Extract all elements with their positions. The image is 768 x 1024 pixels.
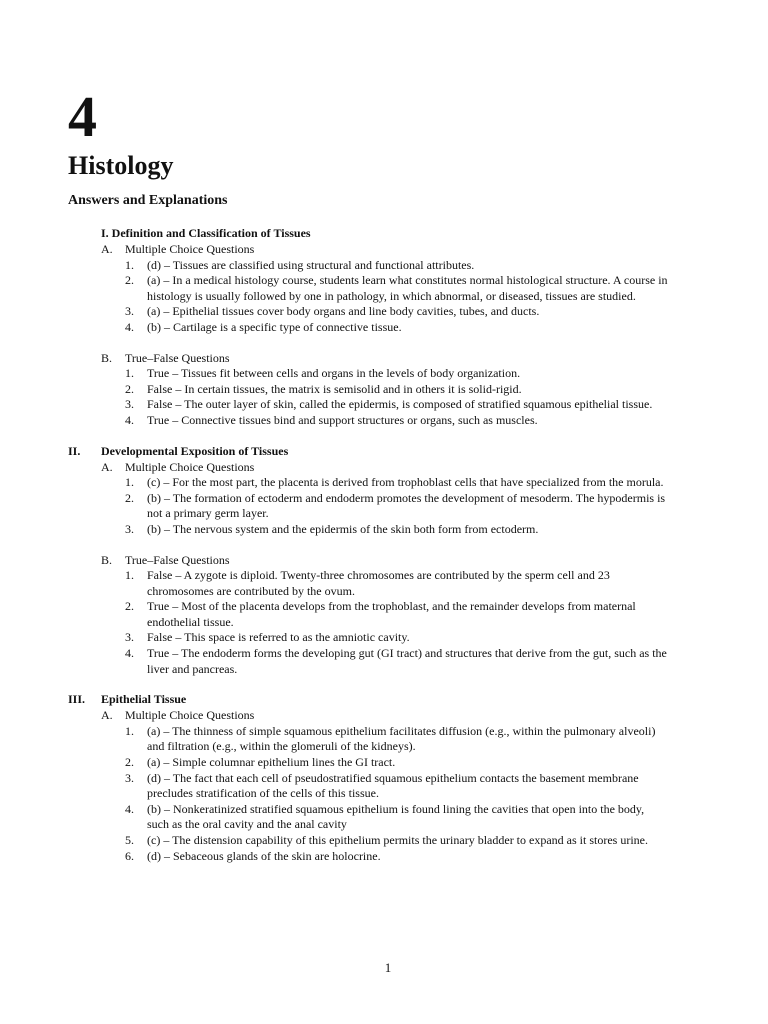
list-item bbox=[0, 366, 768, 382]
item-text: (a) – In a medical histology course, students learn what constitutes normal histological structure. A course in histology is usually followed by one in pathology, in which abnormal, or diseased, tissues are studied. bbox=[147, 273, 668, 303]
item-number: 5. bbox=[125, 833, 134, 847]
page-number: 1 bbox=[384, 960, 392, 975]
list-item bbox=[0, 320, 768, 336]
item-text: (a) – The thinness of simple squamous epithelium facilitates diffusion (e.g., within the pulmonary alveoli) and filtration (e.g., within the glomeruli of the kidneys). bbox=[147, 723, 656, 754]
item-text: True – Connective tissues bind and support structures or organs, such as muscles. bbox=[147, 412, 538, 427]
item-number: 2. bbox=[125, 381, 134, 396]
item-number: 6. bbox=[125, 848, 134, 863]
item-text: (b) – The formation of ectoderm and endoderm promotes the development of mesoderm. The hypodermis is not a primary germ layer. bbox=[147, 490, 666, 521]
list-item bbox=[0, 397, 768, 413]
item-number: 1. bbox=[125, 366, 134, 381]
section-title: Developmental Exposition of Tissues bbox=[101, 443, 289, 458]
subsection-heading bbox=[0, 708, 768, 724]
subsection-title: Multiple Choice Questions bbox=[125, 708, 255, 723]
item-number: 2. bbox=[125, 755, 134, 770]
chapter-number: 4 bbox=[68, 84, 97, 149]
subsection-letter: B. bbox=[101, 350, 113, 365]
subsection-title: Multiple Choice Questions bbox=[125, 242, 255, 256]
list-item bbox=[0, 630, 768, 646]
item-number: 3. bbox=[125, 397, 134, 412]
item-number: 3. bbox=[125, 770, 134, 785]
subsection-heading bbox=[0, 351, 768, 367]
list-item bbox=[0, 724, 768, 755]
item-text: (d) – Sebaceous glands of the skin are holocrine. bbox=[147, 848, 381, 863]
section-numeral: II. bbox=[68, 443, 81, 458]
list-item bbox=[0, 833, 768, 849]
list-item bbox=[0, 522, 768, 538]
item-text: (b) – Cartilage is a specific type of connective tissue. bbox=[147, 319, 402, 334]
item-number: 4. bbox=[125, 646, 134, 661]
subsection-multiple-choice bbox=[0, 460, 768, 538]
item-number: 2. bbox=[125, 273, 134, 288]
subsection-letter: A. bbox=[101, 708, 113, 723]
section-subtitle: Answers and Explanations bbox=[68, 193, 228, 208]
item-text: (d) – The fact that each cell of pseudostratified squamous epithelium contacts the basement membrane precludes stratification of the cells of this tissue. bbox=[147, 770, 639, 801]
list-item bbox=[0, 475, 768, 491]
list-item bbox=[0, 258, 768, 274]
subsection-multiple-choice bbox=[0, 708, 768, 864]
subsection-true-false bbox=[0, 553, 768, 678]
list-item bbox=[0, 491, 768, 522]
item-text: False – A zygote is diploid. Twenty-three chromosomes are contributed by the sperm cell and 23 chromosomes are contributed by the ovum. bbox=[147, 568, 610, 598]
subsection-letter: A. bbox=[101, 242, 113, 256]
item-text: (a) – Epithelial tissues cover body organs and line body cavities, tubes, and ducts. bbox=[147, 304, 540, 319]
item-text: (b) – Nonkeratinized stratified squamous epithelium is found lining the cavities that open into the body, such as the oral cavity and the anal cavity bbox=[147, 801, 645, 832]
item-text: False – In certain tissues, the matrix is semisolid and in others it is solid-rigid. bbox=[147, 381, 522, 396]
subsection-multiple-choice bbox=[0, 242, 768, 336]
item-number: 1. bbox=[125, 475, 134, 490]
item-text: False – This space is referred to as the amniotic cavity. bbox=[147, 630, 410, 645]
item-text: (b) – The nervous system and the epidermis of the skin both form from ectoderm. bbox=[147, 521, 539, 536]
list-item bbox=[0, 599, 768, 630]
item-text: (d) – Tissues are classified using structural and functional attributes. bbox=[147, 257, 475, 272]
subsection-title: True–False Questions bbox=[125, 350, 230, 365]
item-number: 2. bbox=[125, 599, 134, 614]
list-item bbox=[0, 382, 768, 398]
section-heading bbox=[0, 226, 768, 242]
item-text: (c) – For the most part, the placenta is derived from trophoblast cells that have specialized from the morula. bbox=[147, 475, 664, 490]
section-2 bbox=[0, 444, 768, 678]
item-text: (a) – Simple columnar epithelium lines the GI tract. bbox=[147, 755, 396, 770]
list-item bbox=[0, 413, 768, 429]
item-number: 3. bbox=[125, 630, 134, 645]
item-text: (c) – The distension capability of this epithelium permits the urinary bladder to expand as it stores urine. bbox=[147, 833, 648, 847]
subsection-true-false bbox=[0, 351, 768, 429]
section-title: Epithelial Tissue bbox=[101, 692, 187, 707]
item-number: 3. bbox=[125, 304, 134, 319]
subsection-letter: B. bbox=[101, 552, 113, 567]
item-number: 4. bbox=[125, 412, 134, 427]
section-heading bbox=[0, 444, 768, 460]
item-number: 1. bbox=[125, 723, 134, 738]
subsection-heading bbox=[0, 460, 768, 476]
item-number: 4. bbox=[125, 801, 134, 816]
item-number: 4. bbox=[125, 319, 134, 334]
item-number: 3. bbox=[125, 521, 134, 536]
subsection-letter: A. bbox=[101, 459, 113, 474]
list-item bbox=[0, 849, 768, 865]
list-item bbox=[0, 771, 768, 802]
item-text: True – Tissues fit between cells and organs in the levels of body organization. bbox=[147, 366, 521, 381]
section-title: I. Definition and Classification of Tissues bbox=[101, 226, 311, 240]
list-item bbox=[0, 273, 768, 304]
subsection-heading bbox=[0, 242, 768, 258]
subsection-title: True–False Questions bbox=[125, 552, 230, 567]
subsection-heading bbox=[0, 553, 768, 569]
list-item bbox=[0, 646, 768, 677]
section-3 bbox=[0, 692, 768, 864]
list-item bbox=[0, 568, 768, 599]
subsection-title: Multiple Choice Questions bbox=[125, 459, 255, 474]
item-number: 1. bbox=[125, 257, 134, 272]
list-item bbox=[0, 802, 768, 833]
item-text: True – Most of the placenta develops from the trophoblast, and the remainder develops from maternal endothelial tissue. bbox=[147, 599, 636, 629]
list-item bbox=[0, 755, 768, 771]
chapter-title: Histology bbox=[68, 151, 174, 180]
item-text: False – The outer layer of skin, called the epidermis, is composed of stratified squamous epithelial tissue. bbox=[147, 397, 653, 412]
list-item bbox=[0, 304, 768, 320]
answers-content bbox=[0, 226, 768, 864]
section-heading bbox=[0, 692, 768, 708]
item-number: 1. bbox=[125, 568, 134, 583]
section-numeral: III. bbox=[68, 692, 86, 707]
section-1 bbox=[0, 226, 768, 429]
item-number: 2. bbox=[125, 490, 134, 505]
item-text: True – The endoderm forms the developing gut (GI tract) and structures that derive from the gut, such as the liver and pancreas. bbox=[147, 646, 667, 676]
